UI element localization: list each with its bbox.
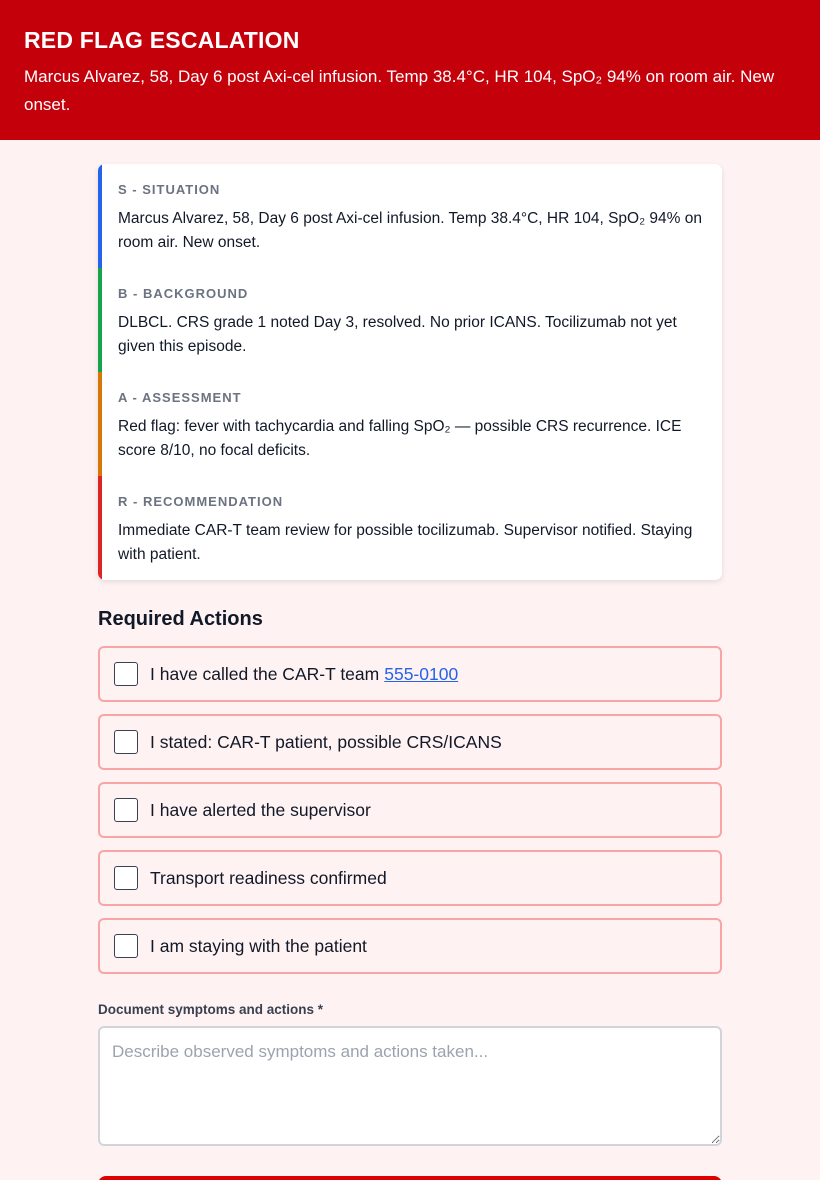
action-called-cart-team[interactable] — [98, 646, 722, 702]
checkbox[interactable] — [114, 934, 138, 958]
red-flag-banner — [0, 0, 820, 140]
action-stated-cart-patient[interactable] — [98, 714, 722, 770]
sbar-assessment-label: A - ASSESSMENT — [118, 390, 242, 405]
checkbox[interactable] — [114, 662, 138, 686]
banner-subtitle: Marcus Alvarez, 58, Day 6 post Axi-cel infusion. Temp 38.4°C, HR 104, SpO₂ 94% on room air. New onset. — [24, 67, 775, 114]
main-content — [98, 164, 722, 1180]
sbar-assessment-text: Red flag: fever with tachycardia and falling SpO₂ — possible CRS recurrence. ICE score 8/10, no focal deficits. — [118, 418, 682, 459]
sbar-recommendation-label: R - RECOMMENDATION — [118, 494, 284, 509]
action-staying-with-patient[interactable] — [98, 918, 722, 974]
sbar-card — [98, 164, 722, 580]
banner-title: RED FLAG ESCALATION — [24, 27, 300, 53]
action-label: I have alerted the supervisor — [150, 799, 371, 820]
sbar-situation-text: Marcus Alvarez, 58, Day 6 post Axi-cel infusion. Temp 38.4°C, HR 104, SpO₂ 94% on room air. New onset. — [118, 210, 702, 251]
cart-team-phone-link[interactable]: 555-0100 — [384, 663, 459, 684]
sbar-background-label: B - BACKGROUND — [118, 286, 249, 301]
required-actions-list — [98, 646, 722, 974]
sbar-situation — [98, 164, 722, 268]
action-label: Transport readiness confirmed — [150, 867, 387, 888]
checkbox[interactable] — [114, 730, 138, 754]
sbar-background-text: DLBCL. CRS grade 1 noted Day 3, resolved. No prior ICANS. Tocilizumab not yet given this episode. — [118, 314, 677, 355]
sbar-recommendation-text: Immediate CAR-T team review for possible tocilizumab. Supervisor notified. Staying with patient. — [118, 522, 693, 563]
action-alerted-supervisor[interactable] — [98, 782, 722, 838]
action-label: I am staying with the patient — [150, 935, 367, 956]
required-actions-heading: Required Actions — [98, 608, 263, 630]
documentation-textarea[interactable] — [98, 1026, 722, 1146]
action-transport-readiness[interactable] — [98, 850, 722, 906]
submit-escalation-button[interactable] — [98, 1176, 722, 1180]
action-label: I have called the CAR-T team 555-0100 — [150, 663, 459, 684]
sbar-situation-label: S - SITUATION — [118, 182, 221, 197]
sbar-background — [98, 268, 722, 372]
documentation-label: Document symptoms and actions * — [98, 1002, 324, 1017]
action-label: I stated: CAR-T patient, possible CRS/ICANS — [150, 731, 502, 752]
sbar-recommendation — [98, 476, 722, 580]
sbar-assessment — [98, 372, 722, 476]
checkbox[interactable] — [114, 866, 138, 890]
checkbox[interactable] — [114, 798, 138, 822]
